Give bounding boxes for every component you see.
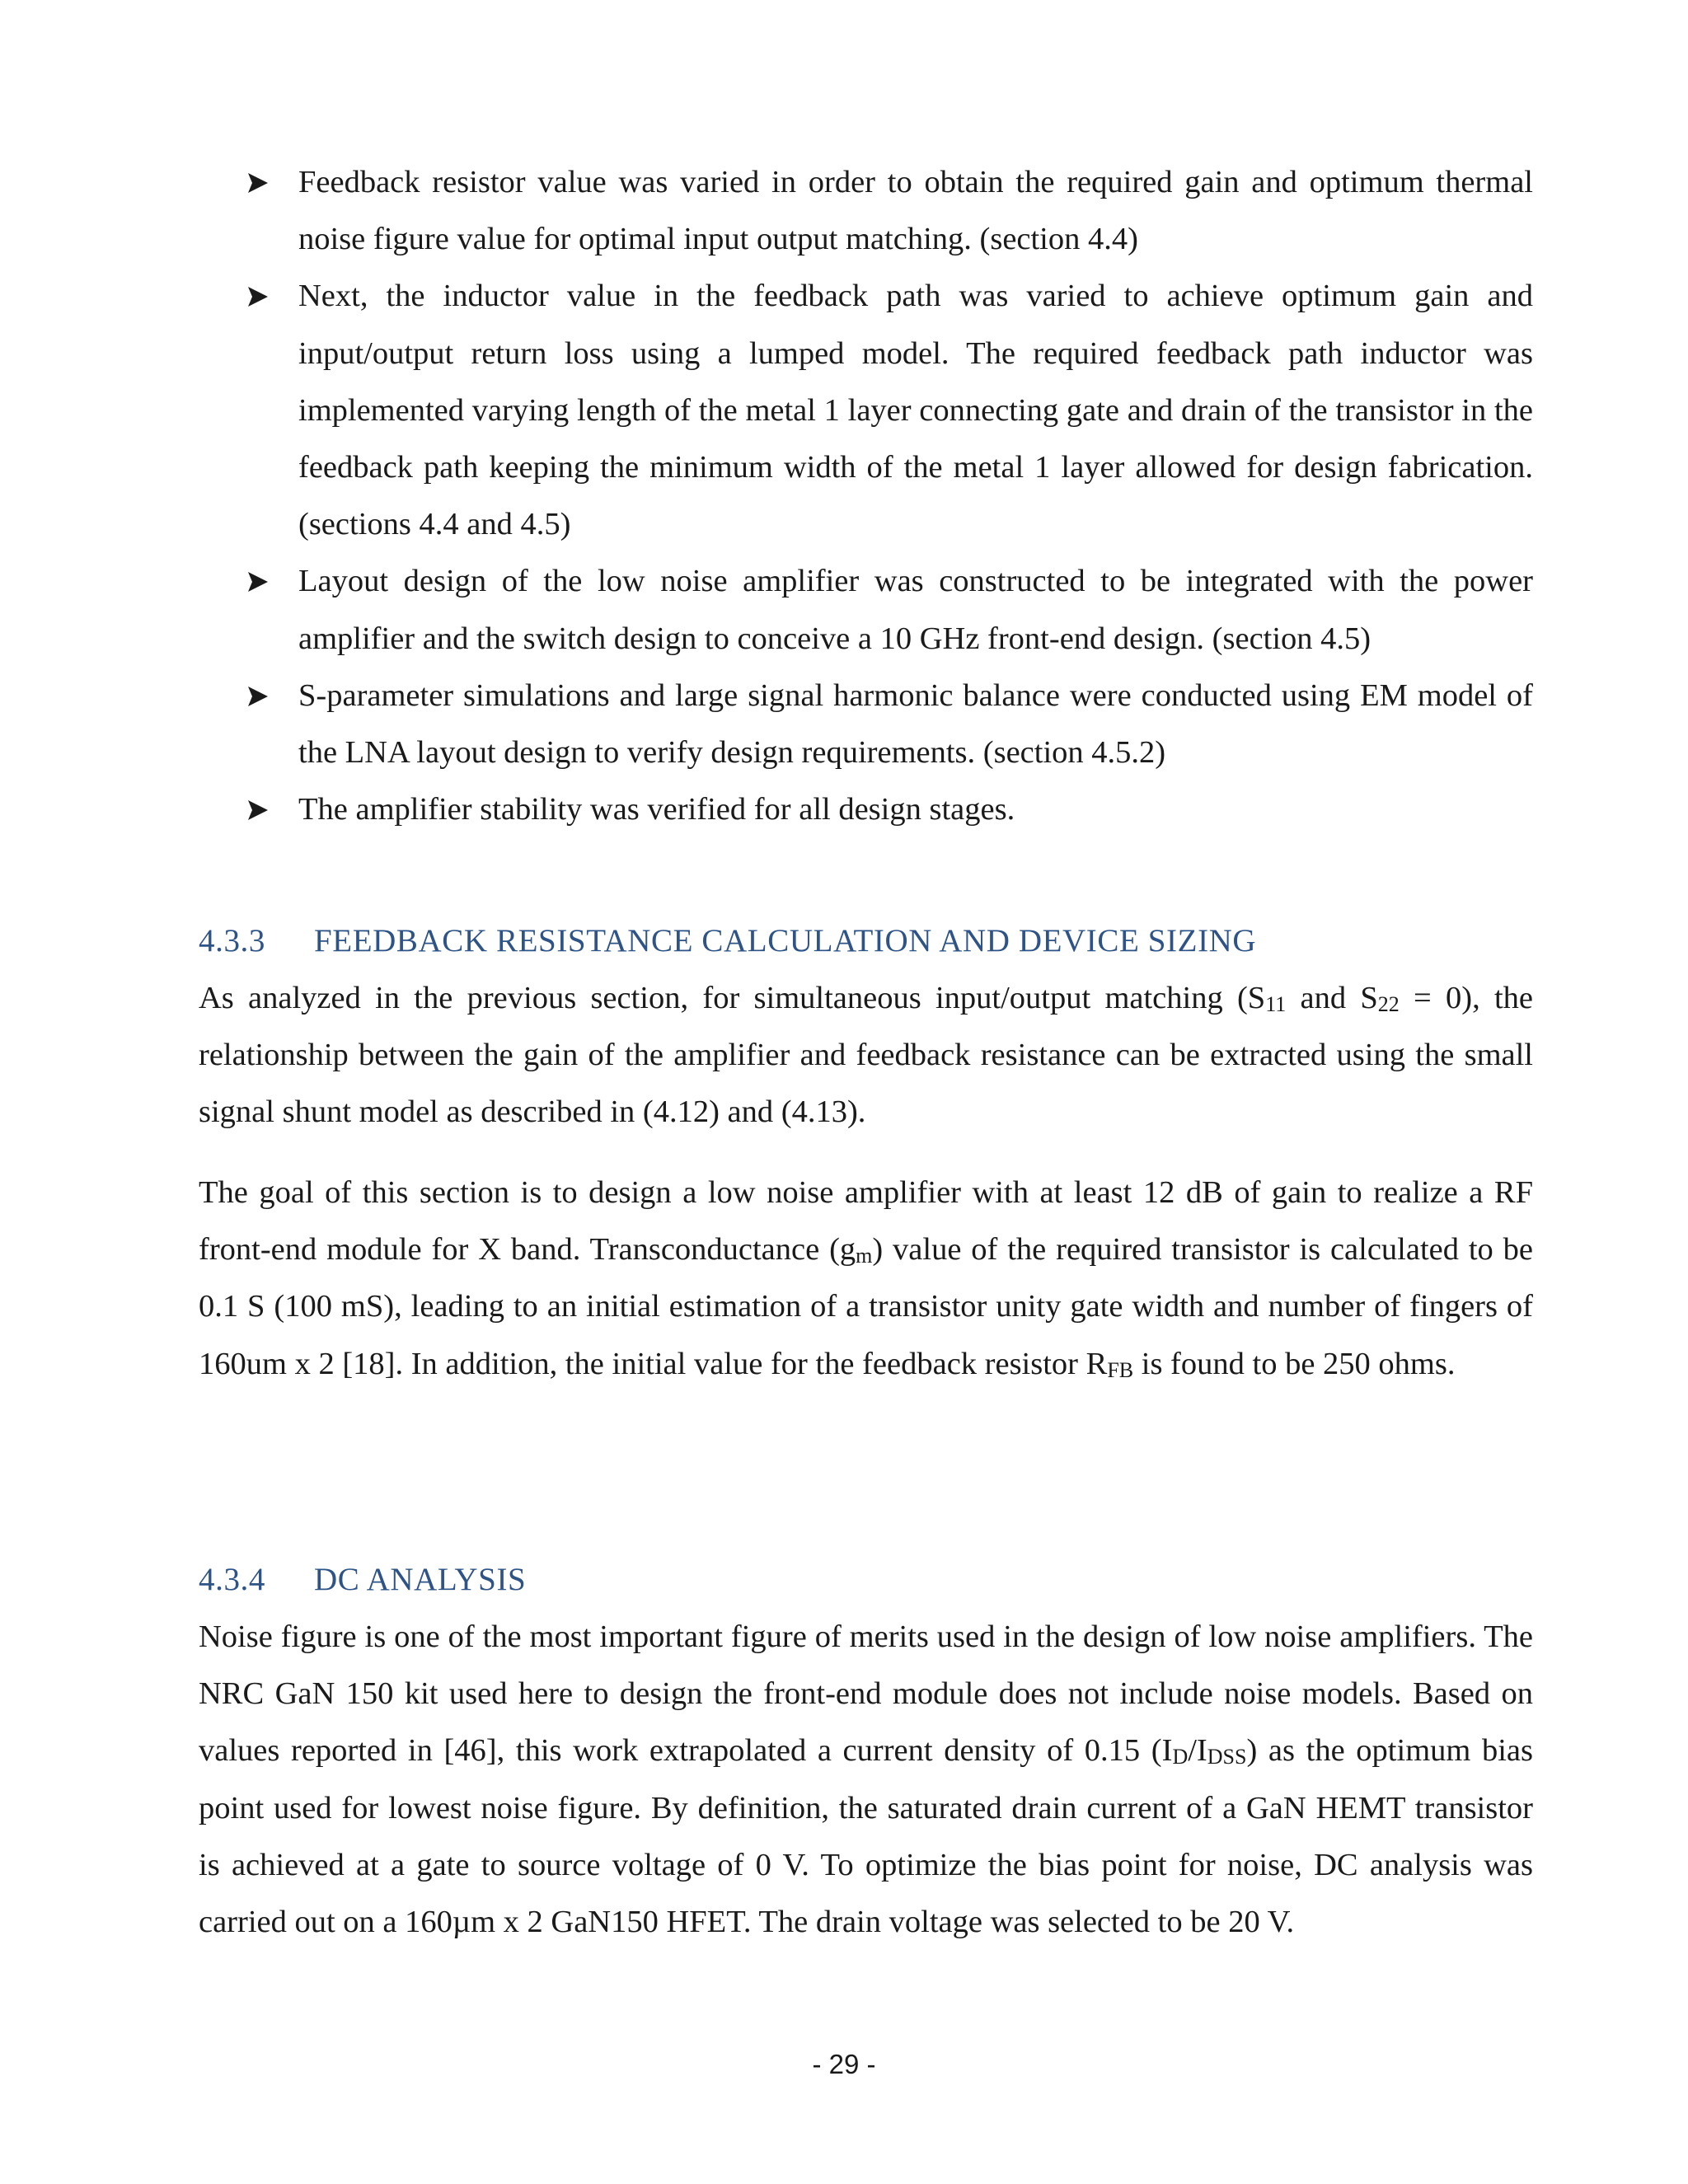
arrowhead-bullet-icon: [247, 571, 269, 593]
bullet-item: [244, 781, 1533, 838]
bullet-item: [244, 154, 1533, 268]
section-heading-4-3-3: [199, 921, 1534, 962]
bullet-item: [244, 268, 1533, 553]
bullet-text: Layout design of the low noise amplifier was constructed to be integrated with the power amplifier and the switch design to conceive a 10 GHz front-end design. (section 4.5): [298, 564, 1533, 656]
bullet-item: [244, 668, 1533, 781]
bullet-item: [244, 553, 1533, 667]
section-heading-4-3-4: [199, 1559, 1534, 1601]
paragraph: Noise figure is one of the most important figure of merits used in the design of low noise amplifiers. The NRC GaN 150 kit used here to design the front-end module does not include noise models. Based on values reported in [46], this work extrapolated a current density of 0.15 $(I_D/I_{DSS})$ as the optimum bias point used for lowest noise figure. By definition, the saturated drain current of a GaN HEMT transistor is achieved at a gate to source voltage of 0 V. To optimize the bias point for noise, DC analysis was carried out on a 160µm x 2 GaN150 HFET. The drain voltage was selected to be 20 V.: [199, 1619, 1533, 1940]
bullet-list: [244, 154, 1533, 838]
section-title: FEEDBACK RESISTANCE CALCULATION AND DEVICE SIZING: [314, 923, 1257, 958]
bullet-text: Next, the inductor value in the feedback path was varied to achieve optimum gain and input/output return loss using a lumped model. The required feedback path inductor was implemented varying length of the metal 1 layer connecting gate and drain of the transistor in the feedback path keeping the minimum width of the metal 1 layer allowed for design fabrication. (sections 4.4 and 4.5): [298, 279, 1533, 542]
arrowhead-bullet-icon: [247, 286, 269, 307]
arrowhead-bullet-icon: [247, 799, 269, 821]
arrowhead-bullet-icon: [247, 686, 269, 707]
section-title: DC ANALYSIS: [314, 1562, 527, 1597]
arrowhead-bullet-icon: [247, 172, 269, 194]
bullet-text: S-parameter simulations and large signal harmonic balance were conducted using EM model of the LNA layout design to verify design requirements. (section 4.5.2): [298, 677, 1533, 771]
page-number: - 29 -: [812, 2049, 876, 2079]
section-number: 4.3.3: [199, 923, 265, 958]
section-number: 4.3.4: [199, 1562, 265, 1597]
paragraph: The goal of this section is to design a low noise amplifier with at least 12 dB of gain to realize a RF front-end module for X band. Transconductance $(g_m)$ value of the required transistor is calculated to be 0.1 S (100 mS), leading to an initial estimation of a transistor unity gate width and number of fingers of 160um x 2 [18]. In addition, the initial value for the feedback resistor $R_{FB}$ is found to be 250 ohms.: [199, 1175, 1533, 1382]
paragraph: As analyzed in the previous section, for simultaneous input/output matching ($S_{11}$ and $S_{22} = 0$), the relationship between the gain of the amplifier and feedback resistance can be extracted using the small signal shunt model as described in (4.12) and (4.13).: [199, 981, 1533, 1130]
bullet-text: The amplifier stability was verified for all design stages.: [298, 792, 1015, 827]
bullet-text: Feedback resistor value was varied in order to obtain the required gain and optimum thermal noise figure value for optimal input output matching. (section 4.4): [298, 165, 1533, 257]
